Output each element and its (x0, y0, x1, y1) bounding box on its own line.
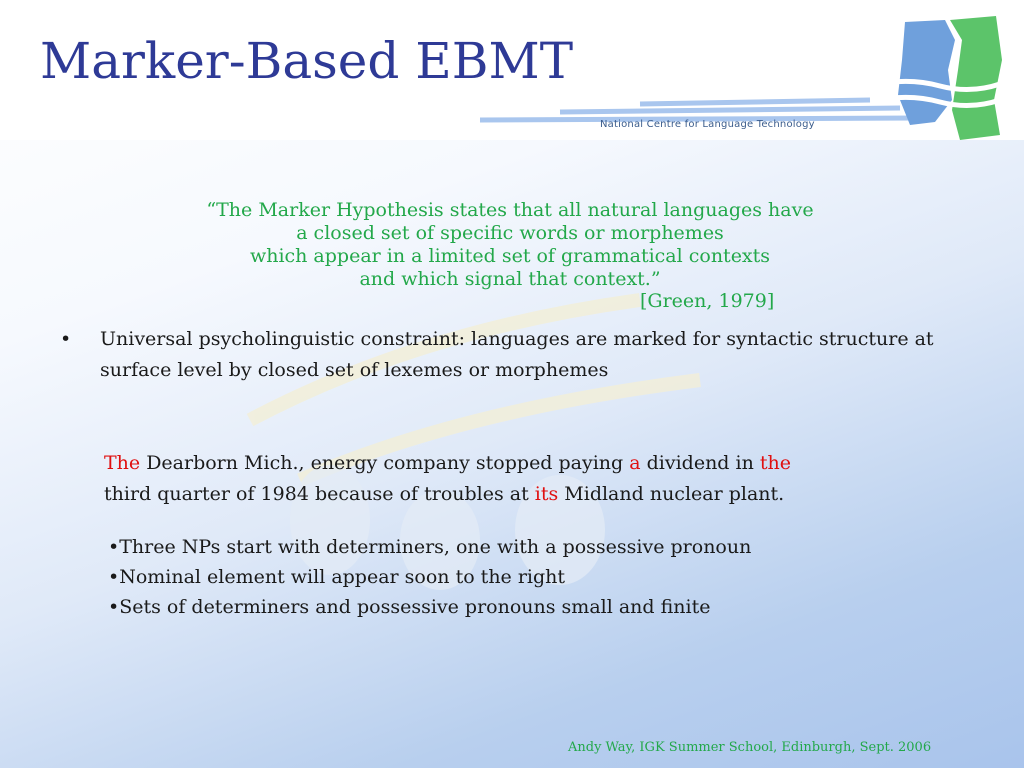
example-segment: dividend in (640, 452, 760, 474)
sub-bullet-item: •Nominal element will appear soon to the right (108, 566, 566, 588)
bullet-marker: • (60, 328, 72, 350)
sub-bullet-item: •Sets of determiners and possessive pronouns small and finite (108, 596, 711, 618)
organization-name: National Centre for Language Technology (600, 119, 815, 130)
quote-line: a closed set of specific words or morphemes (296, 222, 724, 244)
sub-bullet-item: •Three NPs start with determiners, one with a possessive pronoun (108, 536, 752, 558)
footer-credit: Andy Way, IGK Summer School, Edinburgh, Sept. 2006 (568, 740, 932, 755)
quote-line: “The Marker Hypothesis states that all natural languages have (206, 199, 814, 221)
example-segment: a (629, 452, 641, 474)
slide-title: Marker-Based EBMT (40, 32, 574, 90)
main-bullet-text: Universal psycholinguistic constraint: languages are marked for syntactic structure at surface level by closed set of lexemes or morphemes (100, 328, 934, 381)
quote-citation: [Green, 1979] (640, 290, 775, 312)
example-segment: Dearborn Mich., energy company stopped paying (140, 452, 630, 474)
quote-line: and which signal that context.” (359, 268, 661, 290)
example-sentence (104, 448, 924, 510)
example-segment: its (534, 483, 559, 505)
example-segment: Midland nuclear plant. (558, 483, 785, 505)
example-segment: third quarter of 1984 because of troubles at (104, 483, 535, 505)
sub-bullet-list (108, 532, 928, 622)
marker-hypothesis-quote (120, 199, 900, 291)
quote-line: which appear in a limited set of grammatical contexts (249, 245, 771, 267)
example-segment: The (104, 452, 141, 474)
example-segment: the (759, 452, 791, 474)
